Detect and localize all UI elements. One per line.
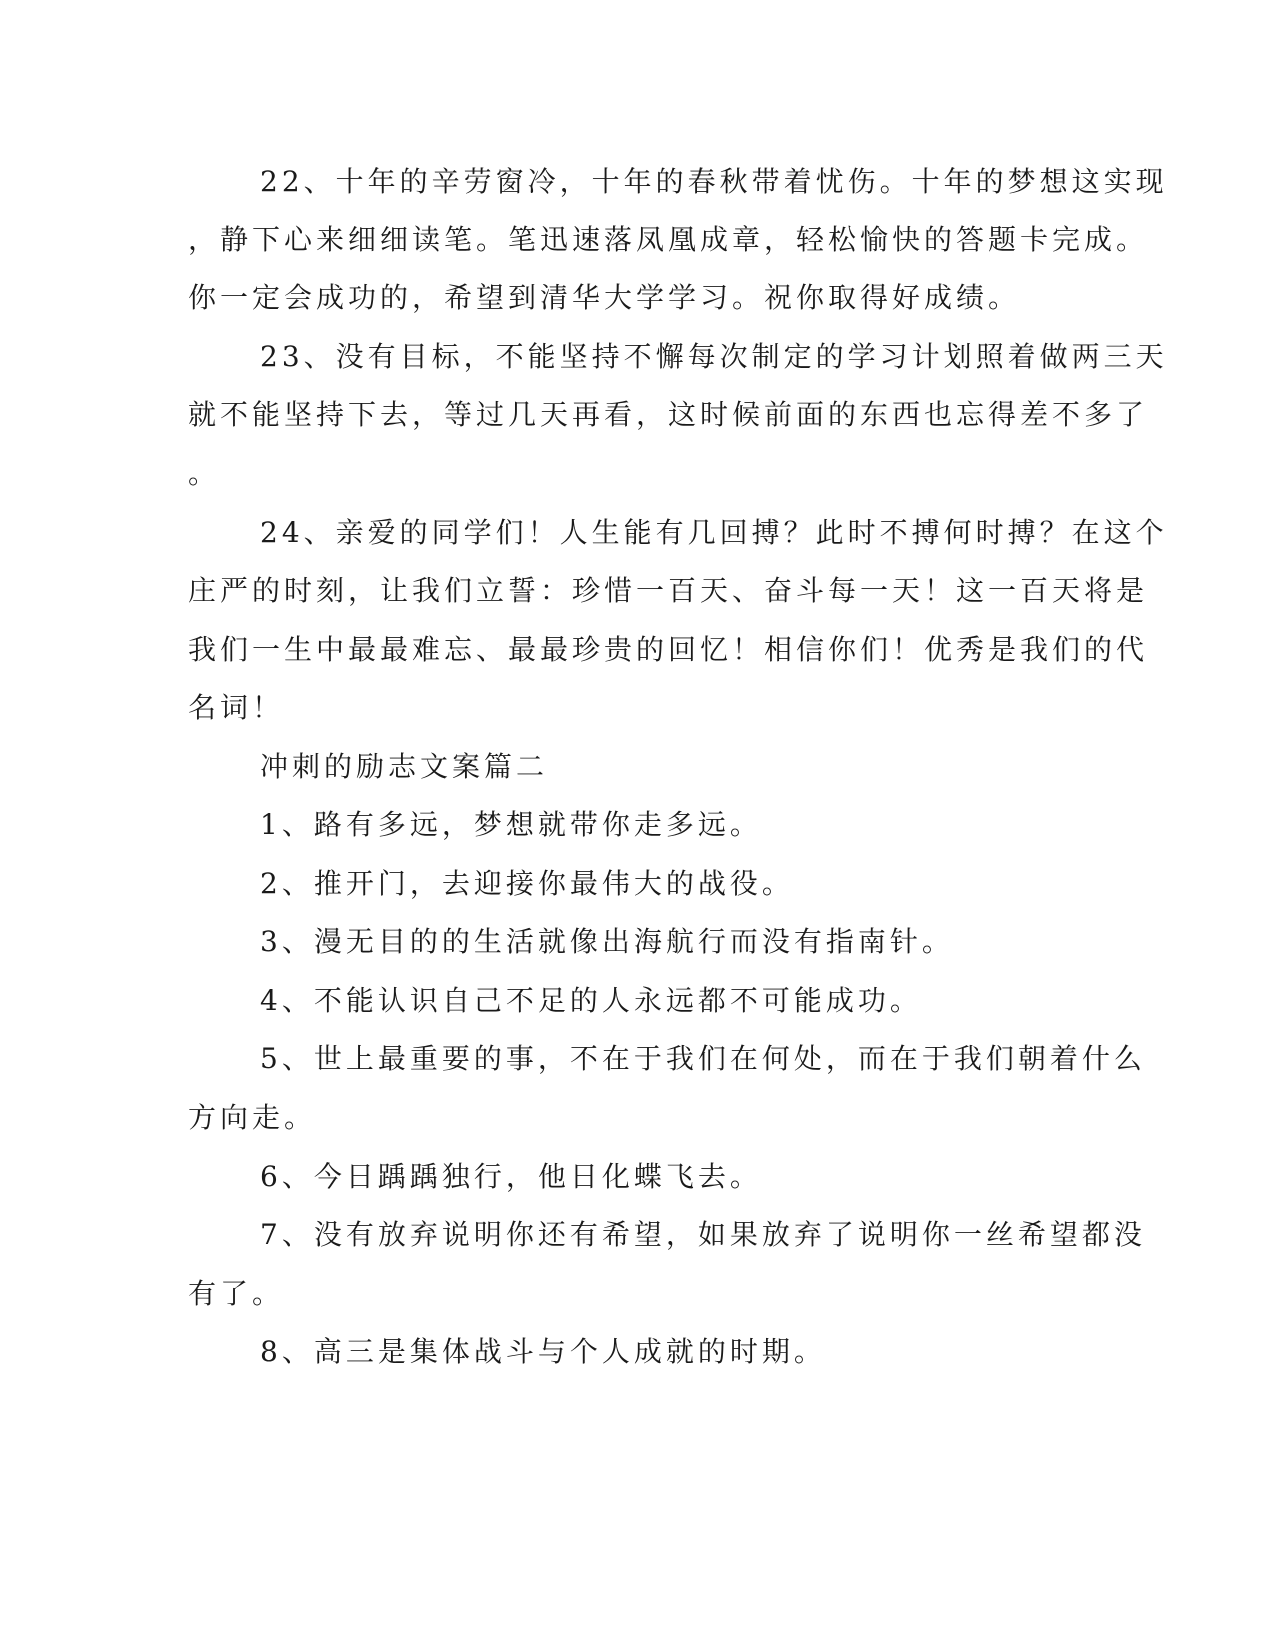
item-7-line-2: 有了。	[188, 1277, 285, 1310]
item-5-line-1: 5、世上最重要的事，不在于我们在何处，而在于我们朝着什么	[260, 1042, 1146, 1075]
section-heading: 冲刺的励志文案篇二	[260, 750, 549, 783]
item-8: 8、高三是集体战斗与个人成就的时期。	[260, 1335, 826, 1368]
item-3: 3、漫无目的的生活就像出海航行而没有指南针。	[260, 925, 954, 958]
item-2: 2、推开门，去迎接你最伟大的战役。	[260, 867, 794, 900]
paragraph-24-line-4: 名词！	[188, 691, 285, 724]
paragraph-23-line-3: 。	[188, 457, 221, 490]
item-5-line-2: 方向走。	[188, 1101, 317, 1134]
item-7-line-1: 7、没有放弃说明你还有希望，如果放弃了说明你一丝希望都没	[260, 1218, 1146, 1251]
paragraph-22-line-1: 22、十年的辛劳窗冷，十年的春秋带着忧伤。十年的梦想这实现	[260, 165, 1168, 198]
paragraph-23-line-2: 就不能坚持下去，等过几天再看，这时候前面的东西也忘得差不多了	[188, 398, 1149, 431]
item-6: 6、今日踽踽独行，他日化蝶飞去。	[260, 1160, 762, 1193]
paragraph-24-line-3: 我们一生中最最难忘、最最珍贵的回忆！相信你们！优秀是我们的代	[188, 633, 1149, 666]
item-4: 4、不能认识自己不足的人永远都不可能成功。	[260, 984, 922, 1017]
paragraph-24-line-1: 24、亲爱的同学们！人生能有几回搏？此时不搏何时搏？在这个	[260, 516, 1168, 549]
paragraph-24-line-2: 庄严的时刻，让我们立誓：珍惜一百天、奋斗每一天！这一百天将是	[188, 574, 1149, 607]
paragraph-22-line-3: 你一定会成功的，希望到清华大学学习。祝你取得好成绩。	[188, 281, 1021, 314]
paragraph-23-line-1: 23、没有目标，不能坚持不懈每次制定的学习计划照着做两三天	[260, 340, 1168, 373]
paragraph-22-line-2: ，静下心来细细读笔。笔迅速落凤凰成章，轻松愉快的答题卡完成。	[188, 223, 1149, 256]
item-1: 1、路有多远，梦想就带你走多远。	[260, 808, 762, 841]
